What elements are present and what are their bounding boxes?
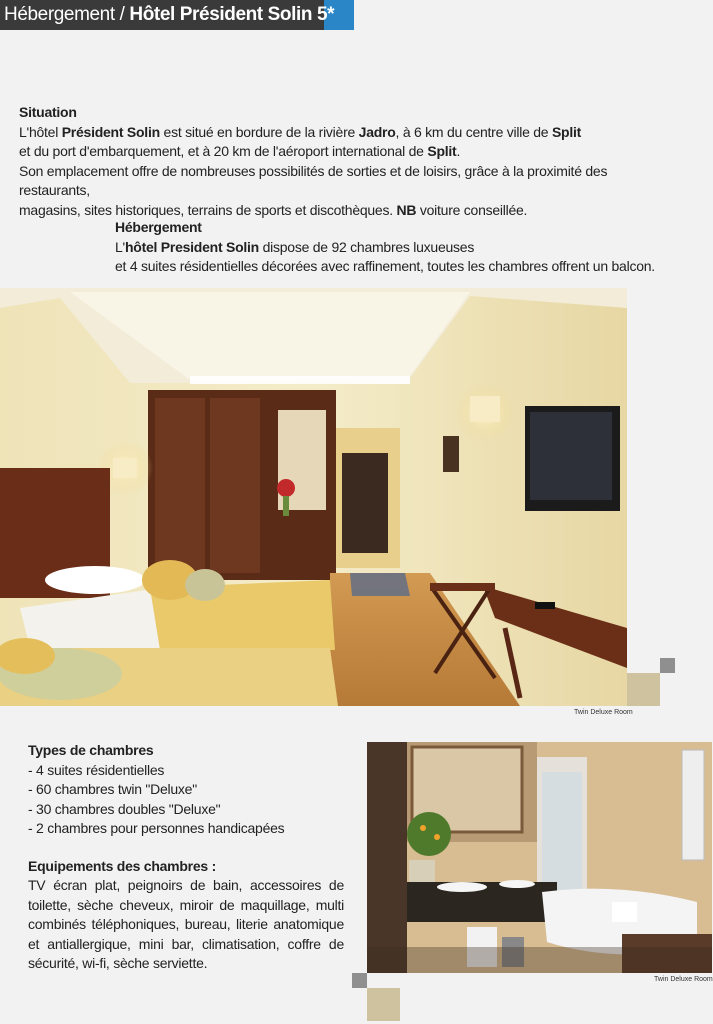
room-types-section <box>28 741 344 974</box>
hebergement-section <box>115 218 675 277</box>
hotel-name: Hôtel Président Solin 5* <box>129 4 335 25</box>
situation-line-3: Son emplacement offre de nombreuses possibilités de sorties et de loisirs, grâce à la proximité des restaurants, <box>19 162 608 198</box>
list-item: - 2 chambres pour personnes handicapées <box>28 820 285 836</box>
section-label: Hébergement / <box>4 4 125 25</box>
deco-square-beige <box>367 988 400 1021</box>
equipment-heading: Equipements des chambres : <box>28 857 217 874</box>
deco-square-grey <box>660 658 675 673</box>
room-types-heading: Types de chambres <box>28 742 154 758</box>
situation-section <box>19 103 659 220</box>
list-item: - 60 chambres twin "Deluxe" <box>28 781 197 797</box>
situation-heading: Situation <box>19 104 77 120</box>
list-item: - 30 chambres doubles "Deluxe" <box>28 800 221 817</box>
room-types-list <box>28 761 344 839</box>
list-item: - 4 suites résidentielles <box>28 761 165 778</box>
room-photo-caption: Twin Deluxe Room <box>574 709 633 716</box>
deco-square-grey <box>352 973 367 988</box>
deco-square-beige <box>627 673 660 706</box>
page-title <box>4 4 334 26</box>
bathroom-photo <box>367 742 712 973</box>
bathroom-photo-caption: Twin Deluxe Room <box>654 976 713 983</box>
equipment-text: TV écran plat, peignoirs de bain, accessoires de toilette, sèche cheveux, miroir de maquillage, multi combinés téléphoniques, bureau, literie anatomique et antiallergique, mini bar, climatisation, coffre de sécurité, wi-fi, sèche serviette. <box>28 877 344 971</box>
hebergement-heading: Hébergement <box>115 219 202 235</box>
hebergement-line-1: L'hôtel President Solin dispose de 92 chambres luxueuses <box>115 238 475 255</box>
situation-line-4: magasins, sites historiques, terrains de sports et discothèques. NB voiture conseillée. <box>19 201 528 218</box>
hebergement-line-2: et 4 suites résidentielles décorées avec raffinement, toutes les chambres offrent un balcon. <box>115 258 655 274</box>
room-photo <box>0 288 627 706</box>
situation-line-1: L'hôtel Président Solin est situé en bordure de la rivière Jadro, à 6 km du centre ville de Split <box>19 123 582 140</box>
situation-line-2: et du port d'embarquement, et à 20 km de l'aéroport international de Split. <box>19 143 461 159</box>
